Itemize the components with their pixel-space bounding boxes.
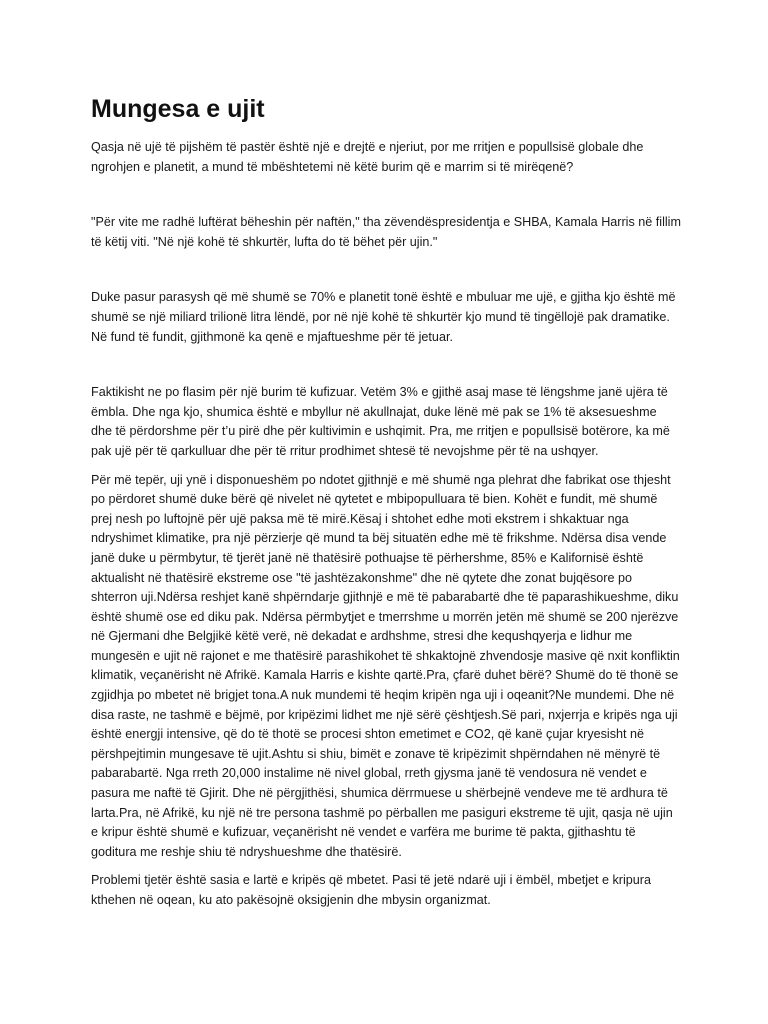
paragraph-intro: Qasja në ujë të pijshëm të pastër është një e drejtë e njeriut, por me rritjen e popullsisë globale dhe ngrohjen e planetit, a mund të mbështetemi në këtë burim që e marrim si të mirëqenë? bbox=[91, 140, 644, 174]
document-title: Mungesa e ujit bbox=[91, 95, 265, 123]
paragraph-quote: "Për vite me radhë luftërat bëheshin për naftën," tha zëvendëspresidentja e SHBA, Kamala Harris në fillim të këtij viti. "Në një kohë të shkurtër, lufta do të bëhet për ujin." bbox=[91, 215, 681, 249]
document-page bbox=[91, 92, 681, 911]
paragraph-salt-problem: Problemi tjetër është sasia e lartë e kripës që mbetet. Pasi të jetë ndarë uji i ëmbël, mbetjet e kripura kthehen në oqean, ku ato pakësojnë oksigjenin dhe mbysin organizmat. bbox=[91, 873, 651, 907]
paragraph-pollution-climate: Për më tepër, uji ynë i disponueshëm po ndotet gjithnjë e më shumë nga plehrat dhe fabrikat ose thjesht po përdoret shumë duke bërë që nivelet në qytetet e mbipopulluara të bien. Kohët e fundit, më shumë prej nesh po luftojnë për ujë paksa më të mirë.Kësaj i shtohet edhe moti ekstrem i shkaktuar nga ndryshimet klimatike, pra një përzierje që mund ta bëj situatën edhe më të frikshme. Ndërsa disa vende janë duke u përmbytur, të tjerët janë në thatësirë pothuajse të përhershme, 85% e Kalifornisë është aktualisht në thatësirë ekstreme ose "të jashtëzakonshme" dhe në qytete dhe zonat bujqësore po shterron uji.Ndërsa reshjet kanë shpërndarje gjithnjë e më të pabarabartë dhe të paparashikueshme, diku është shumë ose ed diku pak. Ndërsa përmbytjet e tmerrshme u morrën jetën më shumë se 200 njerëzve në Gjermani dhe Belgjikë këtë verë, në dekadat e ardhshme, stresi dhe kequshqyerja e lidhur me mungesën e ujit në rajonet e me thatësirë parashikohet të shkaktojnë zhvendosje masive që nxit konfliktin klimatik, veçanërisht në Afrikë. Kamala Harris e kishte qartë.Pra, çfarë duhet bërë? Shumë do të thonë se zgjidhja po mbetet në brigjet tona.A nuk mundemi të heqim kripën nga uji i oqeanit?Ne mundemi. Dhe në disa raste, ne tashmë e bëjmë, por kripëzimi lidhet me një sërë çështjesh.Së pari, nxjerrja e kripës nga uji është energji intensive, që do të thotë se procesi shton emetimet e CO2, që kanë çujar kryesisht në përshpejtimin mungesave të ujit.Ashtu si shiu, bimët e zonave të kripëzimit shpërndahen në mënyrë të pabarabartë. Nga rreth 20,000 instalime në nivel global, rreth gjysma janë të vendosura në vendet e pasura me naftë të Gjirit. Dhe në përgjithësi, shumica dërrmuese u shërbejnë vendeve me të ardhura të larta.Pra, në Afrikë, ku një në tre persona tashmë po përballen me pasiguri ekstreme të ujit, qasja në ujin e kripur është shumë e kufizuar, veçanërisht në vendet e varfëra me burime të pakta, gjithashtu të goditura me reshje shiu të ndryshueshme dhe thatësirë. bbox=[91, 472, 680, 859]
paragraph-limited-resource: Faktikisht ne po flasim për një burim të kufizuar. Vetëm 3% e gjithë asaj mase të lëngshme janë ujëra të ëmbla. Dhe nga kjo, shumica është e mbyllur në akullnajat, duke lënë më pak se 1% të aksesueshme dhe të përdorshme për t’u pirë dhe për kultivimin e ushqimit. Pra, me rritjen e popullsisë botërore, ka më pak ujë për të qarkulluar dhe për të rritur prodhimet shtesë të nevojshme për të na ushqyer. bbox=[91, 385, 670, 458]
paragraph-water-coverage: Duke pasur parasysh që më shumë se 70% e planetit tonë është e mbuluar me ujë, e gjitha kjo është më shumë se një miliard trilionë litra lëndë, por në një kohë të shkurtër kjo mund të tingëllojë pak dramatike. Në fund të fundit, gjithmonë ka qenë e mjaftueshme për të jetuar. bbox=[91, 290, 676, 344]
